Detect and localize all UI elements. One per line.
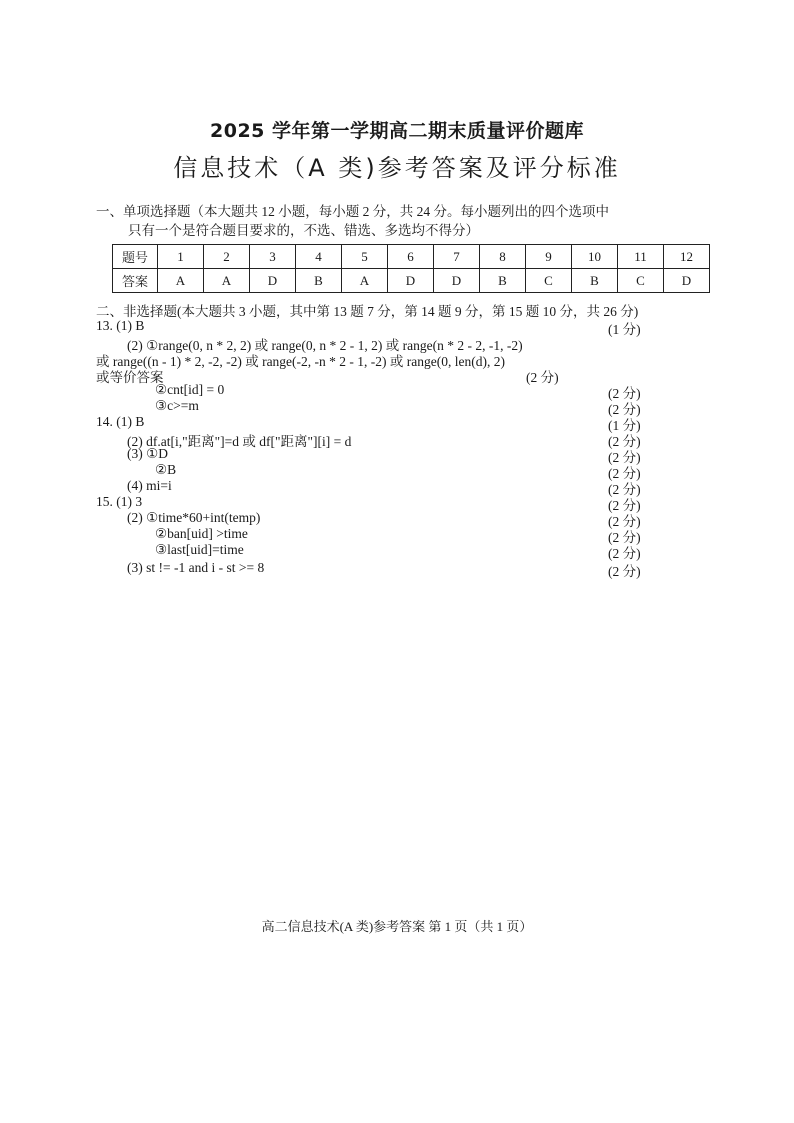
score-label: (1 分)	[608, 418, 641, 433]
answer-cell: A	[204, 269, 250, 293]
question-number: 5	[342, 245, 388, 269]
question-number: 11	[618, 245, 664, 269]
answer-line: ②ban[uid] >time	[155, 526, 248, 541]
document-subtitle: 信息技术（A 类)参考答案及评分标准	[173, 154, 621, 182]
answer-cell: D	[664, 269, 710, 293]
answer-cell: D	[434, 269, 480, 293]
answer-cell: C	[526, 269, 572, 293]
score-label: (2 分)	[608, 402, 641, 417]
section2-heading: 二、非选择题(本大题共 3 小题，其中第 13 题 7 分，第 14 题 9 分，第 15 题 10 分，共 26 分)	[96, 304, 639, 319]
answer-cell: C	[618, 269, 664, 293]
answer-line: 14. (1) B	[96, 414, 145, 429]
answer-line: 或 range((n - 1) * 2, -2, -2) 或 range(-2, -n * 2 - 1, -2) 或 range(0, len(d), 2)	[96, 354, 505, 369]
question-number: 2	[204, 245, 250, 269]
score-label: (2 分)	[526, 370, 559, 385]
question-number: 3	[250, 245, 296, 269]
answer-line: ③c>=m	[155, 398, 199, 413]
answer-cell: D	[388, 269, 434, 293]
row-label-question: 题号	[113, 245, 158, 269]
section1-heading-line2: 只有一个是符合题目要求的，不选、错选、多选均不得分）	[128, 223, 479, 238]
score-label: (2 分)	[608, 466, 641, 481]
question-number: 7	[434, 245, 480, 269]
question-number: 10	[572, 245, 618, 269]
answer-cell: D	[250, 269, 296, 293]
table-row-questions	[113, 245, 710, 269]
score-label: (2 分)	[608, 564, 641, 579]
answer-cell: B	[296, 269, 342, 293]
score-label: (2 分)	[608, 546, 641, 561]
question-number: 4	[296, 245, 342, 269]
answer-line: (2) df.at[i,"距离"]=d 或 df["距离"][i] = d	[127, 434, 352, 449]
score-label: (2 分)	[608, 450, 641, 465]
answer-cell: B	[480, 269, 526, 293]
answer-cell: B	[572, 269, 618, 293]
answer-line: ②cnt[id] = 0	[155, 382, 225, 397]
score-label: (2 分)	[608, 434, 641, 449]
document-title: 2025 学年第一学期高二期末质量评价题库	[210, 120, 584, 142]
answer-line: ③last[uid]=time	[155, 542, 244, 557]
answer-line: (2) ①time*60+int(temp)	[127, 510, 261, 525]
answer-line: (3) ①D	[127, 446, 168, 461]
section1-heading-line1: 一、单项选择题（本大题共 12 小题，每小题 2 分，共 24 分。每小题列出的四个选项中	[96, 204, 609, 219]
answer-line: 13. (1) B	[96, 318, 145, 333]
answer-line: (3) st != -1 and i - st >= 8	[127, 560, 265, 575]
page-footer: 高二信息技术(A 类)参考答案 第 1 页（共 1 页）	[261, 919, 533, 934]
score-label: (1 分)	[608, 322, 641, 337]
score-label: (2 分)	[608, 482, 641, 497]
answer-line: (4) mi=i	[127, 478, 172, 493]
question-number: 6	[388, 245, 434, 269]
answer-cell: A	[158, 269, 204, 293]
table-row-answers	[113, 269, 710, 293]
question-number: 8	[480, 245, 526, 269]
score-label: (2 分)	[608, 514, 641, 529]
score-label: (2 分)	[608, 498, 641, 513]
answer-cell: A	[342, 269, 388, 293]
question-number: 12	[664, 245, 710, 269]
score-label: (2 分)	[608, 530, 641, 545]
question-number: 9	[526, 245, 572, 269]
answer-line: (2) ①range(0, n * 2, 2) 或 range(0, n * 2 - 1, 2) 或 range(n * 2 - 2, -1, -2)	[127, 338, 523, 353]
row-label-answer: 答案	[113, 269, 158, 293]
answer-line: 或等价答案	[96, 370, 164, 385]
answer-line: ②B	[155, 462, 177, 477]
answer-line: 15. (1) 3	[96, 494, 143, 509]
question-number: 1	[158, 245, 204, 269]
score-label: (2 分)	[608, 386, 641, 401]
answer-table	[112, 244, 710, 293]
